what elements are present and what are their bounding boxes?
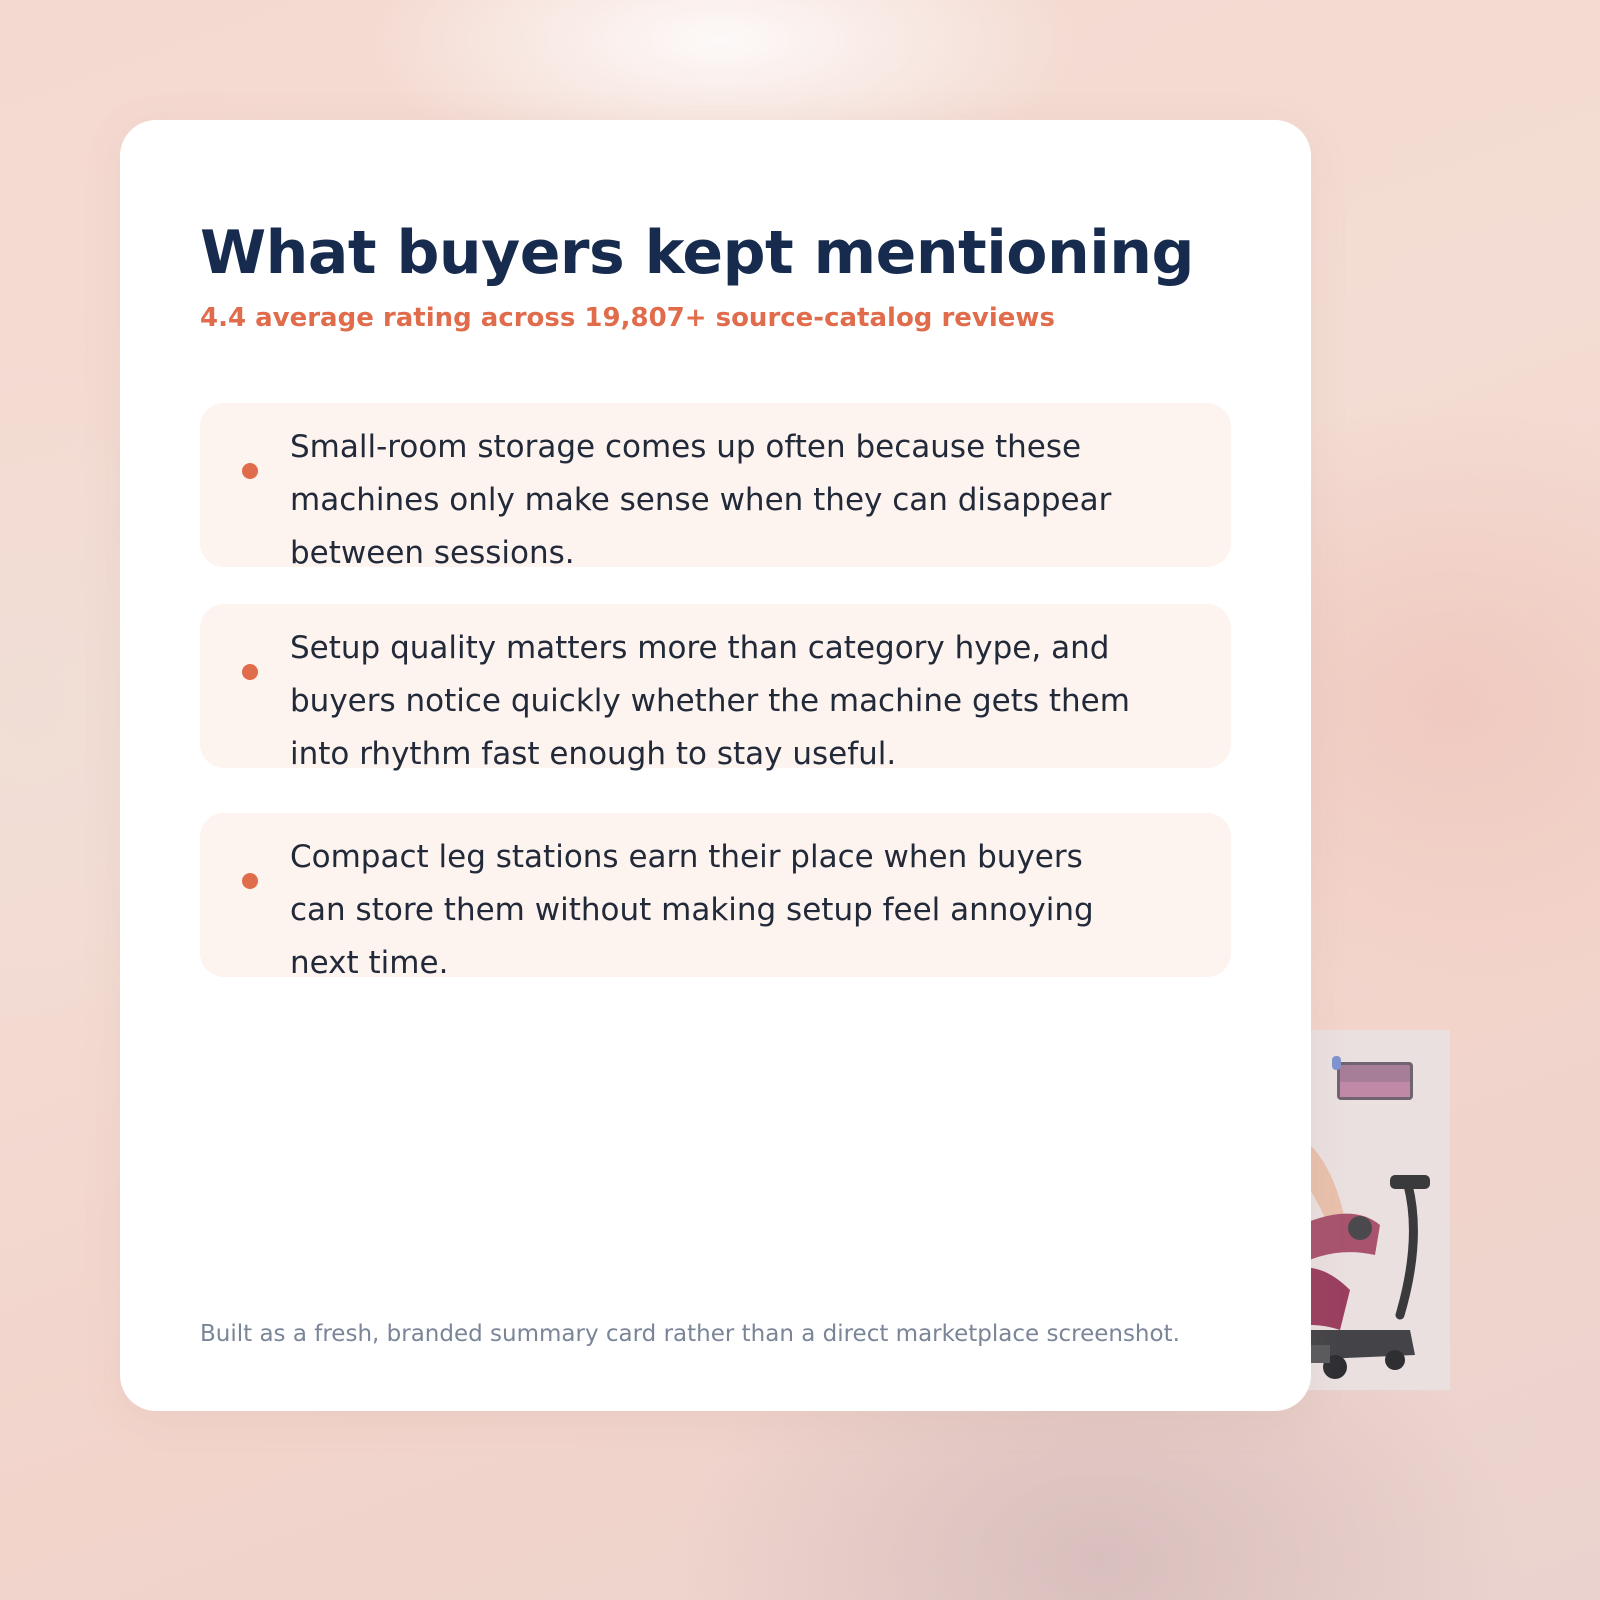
insight-item [200, 403, 1231, 571]
rating-subtitle: 4.4 average rating across 19,807+ source-catalog reviews [200, 303, 1055, 333]
rowing-machine-illustration [1290, 1030, 1450, 1390]
insight-text: Setup quality matters more than category hype, and buyers notice quickly whether the machine gets them into rhythm fast enough to stay useful. [290, 630, 1130, 772]
product-photo [1290, 1030, 1450, 1390]
insight-text: Compact leg stations earn their place when buyers can store them without making setup feel annoying next time. [290, 839, 1094, 981]
card-title: What buyers kept mentioning [200, 218, 1194, 288]
dot-icon [242, 664, 258, 680]
footnote: Built as a fresh, branded summary card rather than a direct marketplace screenshot. [200, 1321, 1180, 1347]
insight-text: Small-room storage comes up often because these machines only make sense when they can disappear between sessions. [290, 429, 1112, 571]
insight-item [200, 813, 1231, 981]
dot-icon [242, 873, 258, 889]
insight-item [200, 604, 1231, 772]
dot-icon [242, 463, 258, 479]
summary-card [120, 120, 1311, 1411]
